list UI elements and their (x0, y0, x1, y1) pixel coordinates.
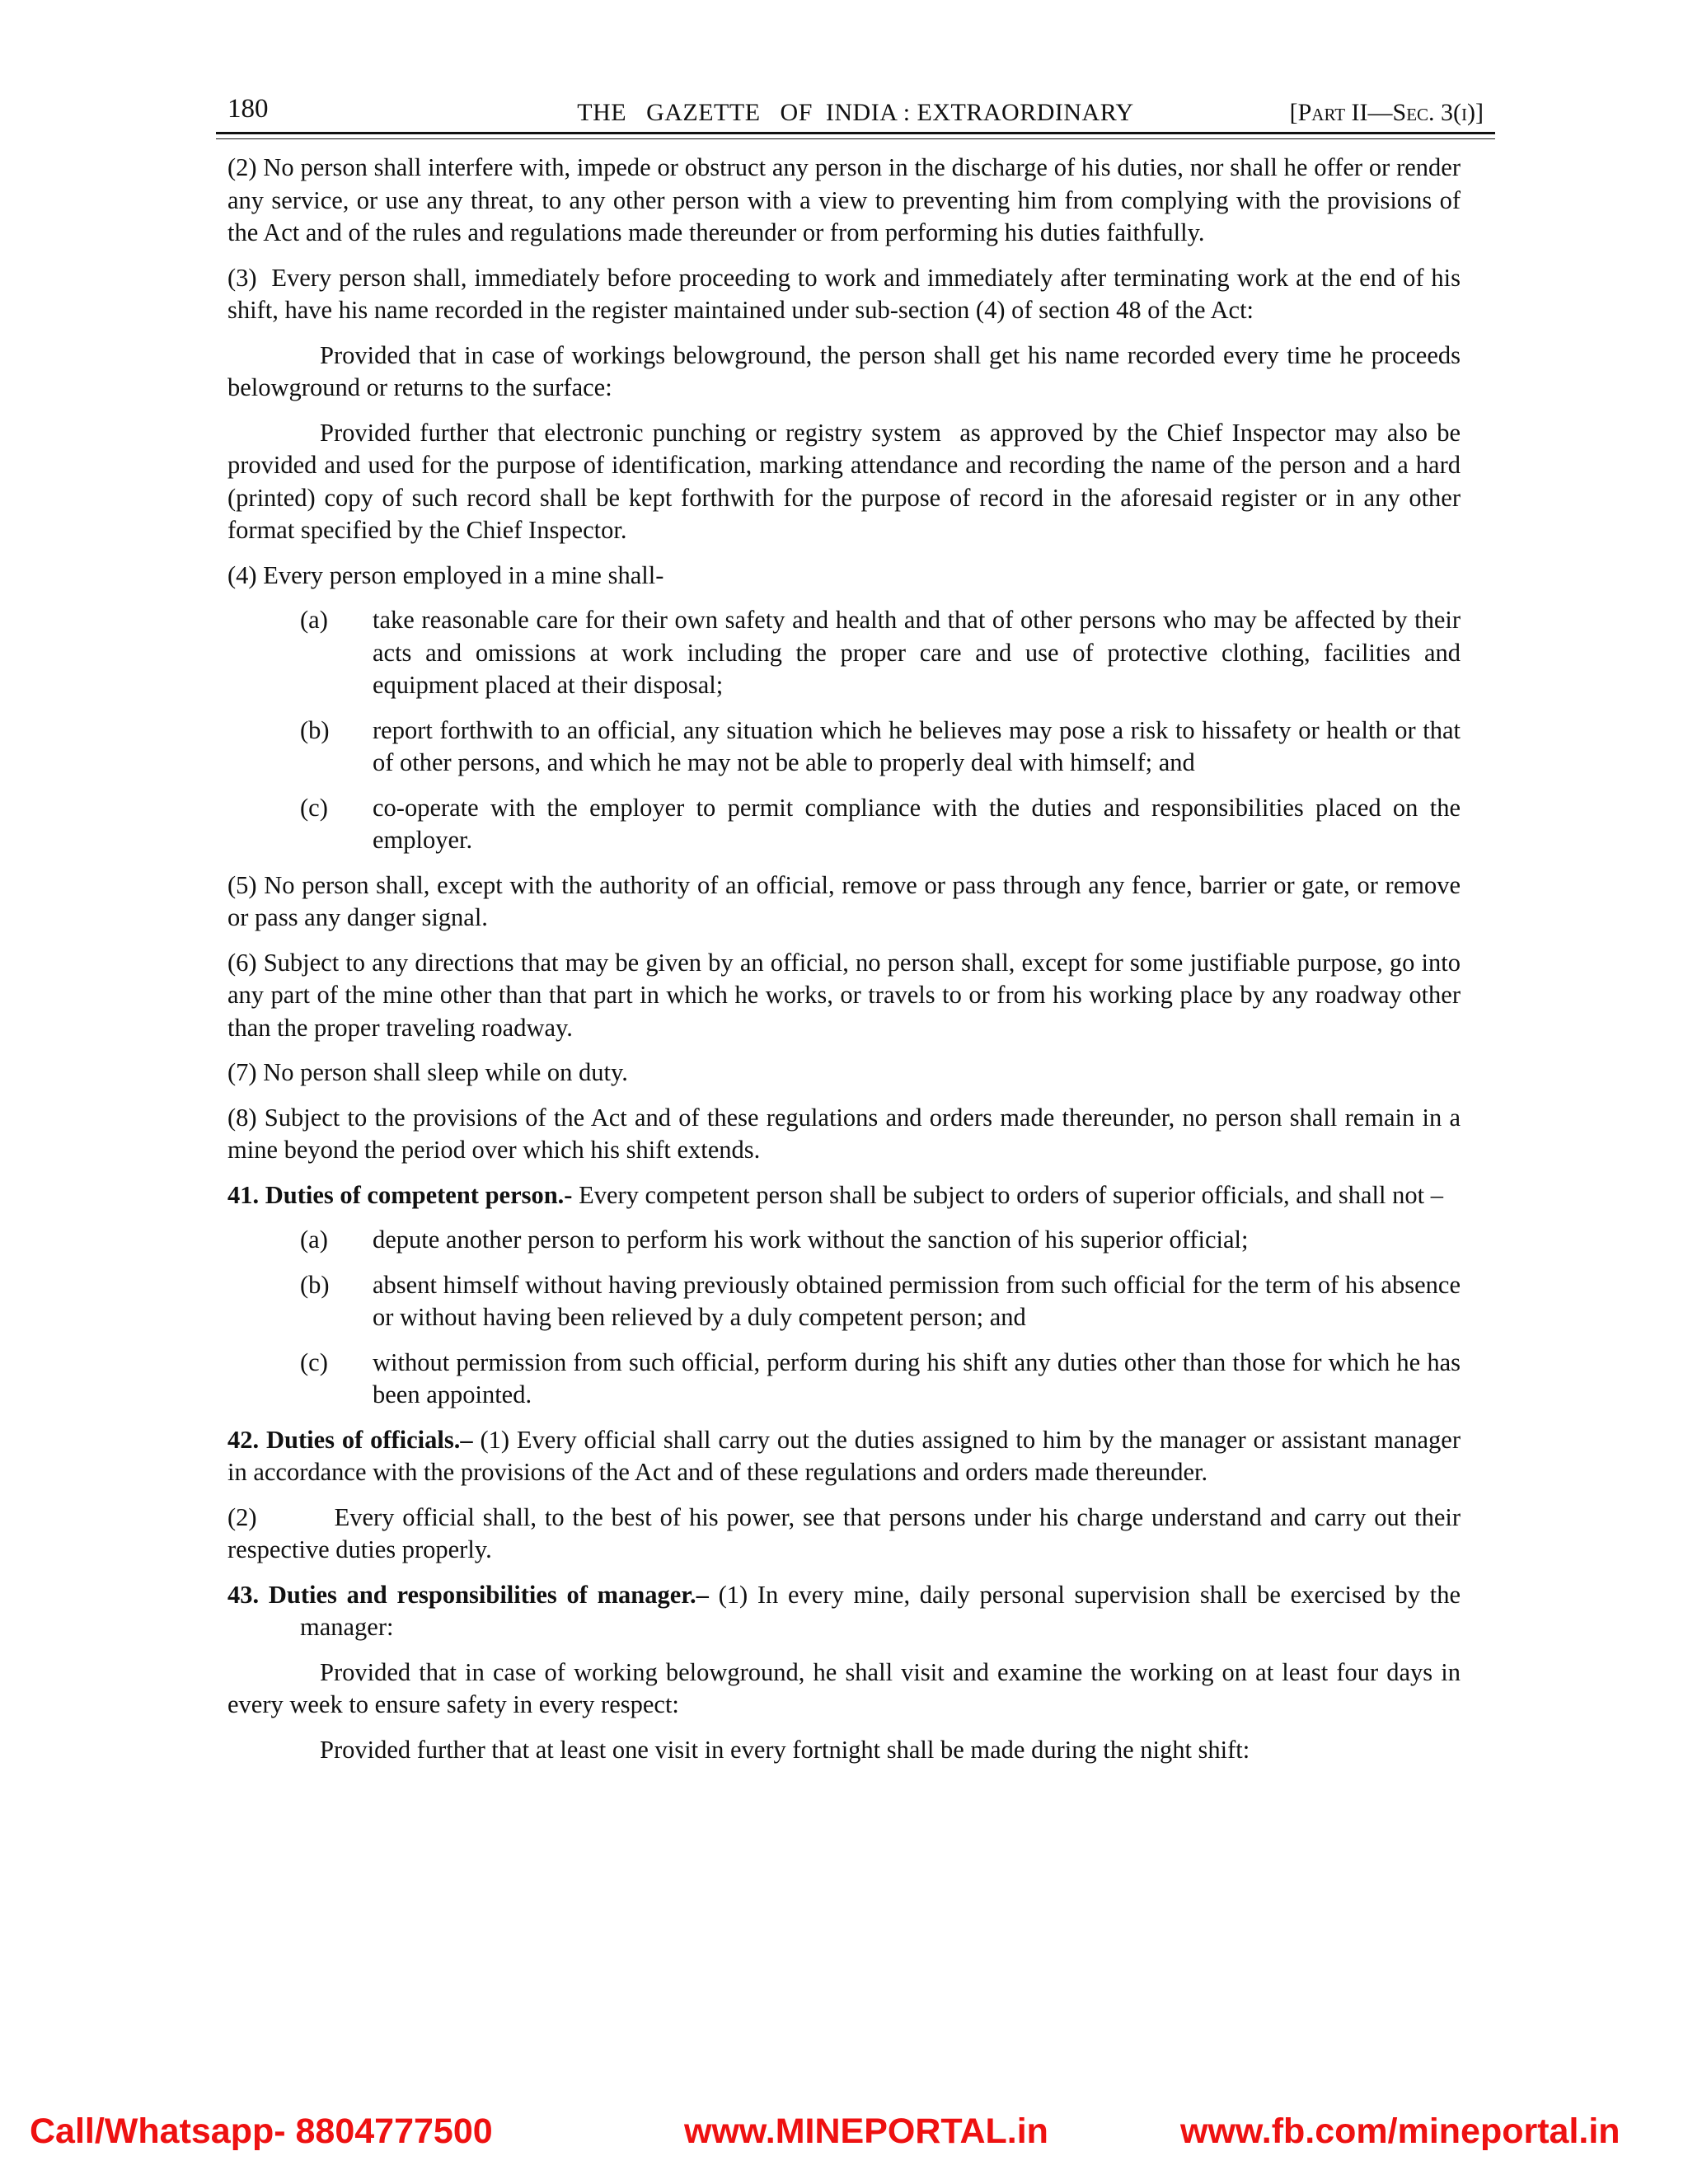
list-item-label: (a) (300, 606, 328, 634)
list-item (227, 604, 1461, 702)
list-item-text: without permission from such official, perform during his shift any duties other than those for which he has been appointed. (373, 1347, 1461, 1408)
section-42 (227, 1424, 1461, 1489)
header-rule-thin (216, 138, 1495, 139)
list-item (227, 1269, 1461, 1334)
section-43-text: (1) In every mine, daily personal supervision shall be exercised by the manager: (300, 1580, 1461, 1641)
section-41-heading: 41. Duties of competent person.- (227, 1180, 573, 1209)
section-42-2-text: Every official shall, to the best of his power, see that persons under his charge understand and carry out their respective duties properly. (227, 1502, 1461, 1563)
list-item-text: depute another person to perform his work without the sanction of his superior official; (373, 1226, 1249, 1254)
paragraph-3-proviso-2: Provided further that electronic punching or registry system as approved by the Chief Inspector may also be provided and used for the purpose of identification, marking attendance and recording the name of the person and a hard (printed) copy of such record shall be kept forthwith for the purpose of record in the aforesaid register or in any other format specified by the Chief Inspector. (227, 418, 1467, 544)
list-item-label: (c) (300, 793, 328, 822)
part-section: [Part II—Sec. 3(i)] (1289, 99, 1484, 126)
footer-facebook-link[interactable]: www.fb.com/mineportal.in (1180, 2111, 1620, 2151)
section-43-heading: 43. Duties and responsibilities of manager.– (227, 1580, 709, 1609)
section-42-2-label: (2) (227, 1502, 257, 1531)
footer-phone: Call/Whatsapp- 8804777500 (30, 2111, 493, 2151)
section-43-proviso-2: Provided further that at least one visit in every fortnight shall be made during the night shift: (320, 1735, 1250, 1764)
paragraph-3-proviso-1: Provided that in case of workings belowground, the person shall get his name recorded every time he proceeds belowground or returns to the surface: (227, 340, 1461, 401)
list-item-text: take reasonable care for their own safety and health and that of other persons who may be affected by their acts and omissions at work including the proper care and use of protective clothing, facilities and equipment placed at their disposal; (373, 606, 1461, 699)
footer-website-link[interactable]: www.MINEPORTAL.in (684, 2111, 1048, 2151)
list-item-text: absent himself without having previously obtained permission from such official for the term of his absence or without having been relieved by a duly competent person; and (373, 1270, 1461, 1331)
list-item-label: (b) (300, 715, 330, 744)
section-42-2 (227, 1502, 1461, 1567)
list-item (227, 792, 1461, 857)
paragraph-6: (6) Subject to any directions that may be given by an official, no person shall, except for some justifiable purpose, go into any part of the mine other than that part in which he works, or travels to or from his working place by any roadway other than the proper traveling roadway. (227, 948, 1461, 1042)
list-item-label: (b) (300, 1270, 330, 1299)
list-item (227, 1224, 1461, 1257)
list-item-text: report forthwith to an official, any situation which he believes may pose a risk to hissafety or health or that of other persons, and which he may not be able to properly deal with himself; and (373, 715, 1461, 776)
section-41-text: Every competent person shall be subject to orders of superior officials, and shall not – (572, 1180, 1443, 1209)
list-item (227, 715, 1461, 780)
section-43 (227, 1579, 1461, 1644)
paragraph-3: (3) Every person shall, immediately before proceeding to work and immediately after terminating work at the end of his shift, have his name recorded in the register maintained under sub-section (4) of section 48 of the Act: (227, 263, 1467, 324)
list-item-label: (c) (300, 1347, 328, 1376)
list-item (227, 1347, 1461, 1412)
section-42-text: (1) Every official shall carry out the duties assigned to him by the manager or assistant manager in accordance with the provisions of the Act and of these regulations and orders made thereunder. (227, 1425, 1461, 1486)
section-43-proviso-1: Provided that in case of working belowground, he shall visit and examine the working on at least four days in every week to ensure safety in every respect: (227, 1657, 1461, 1718)
gazette-title: THE GAZETTE OF INDIA : EXTRAORDINARY (577, 99, 1134, 126)
page-number: 180 (227, 94, 269, 124)
paragraph-5: (5) No person shall, except with the authority of an official, remove or pass through any fence, barrier or gate, or remove or pass any danger signal. (227, 870, 1461, 931)
section-41 (227, 1179, 1461, 1212)
list-item-text: co-operate with the employer to permit compliance with the duties and responsibilities placed on the employer. (373, 793, 1461, 854)
paragraph-8: (8) Subject to the provisions of the Act and of these regulations and orders made thereunder, no person shall remain in a mine beyond the period over which his shift extends. (227, 1103, 1461, 1164)
paragraph-4: (4) Every person employed in a mine shall- (227, 560, 664, 589)
page-header (216, 92, 1495, 132)
section-42-heading: 42. Duties of officials.– (227, 1425, 473, 1454)
header-rule-thick (216, 132, 1495, 134)
document-body (227, 152, 1467, 1779)
paragraph-7: (7) No person shall sleep while on duty. (227, 1058, 628, 1086)
list-item-label: (a) (300, 1226, 328, 1254)
paragraph-2: (2) No person shall interfere with, impede or obstruct any person in the discharge of his duties, nor shall he offer or render any service, or use any threat, to any other person with a view to preventing him from complying with the provisions of the Act and of the rules and regulations made thereunder or from performing his duties faithfully. (227, 153, 1461, 246)
watermark-footer (0, 2111, 1688, 2161)
